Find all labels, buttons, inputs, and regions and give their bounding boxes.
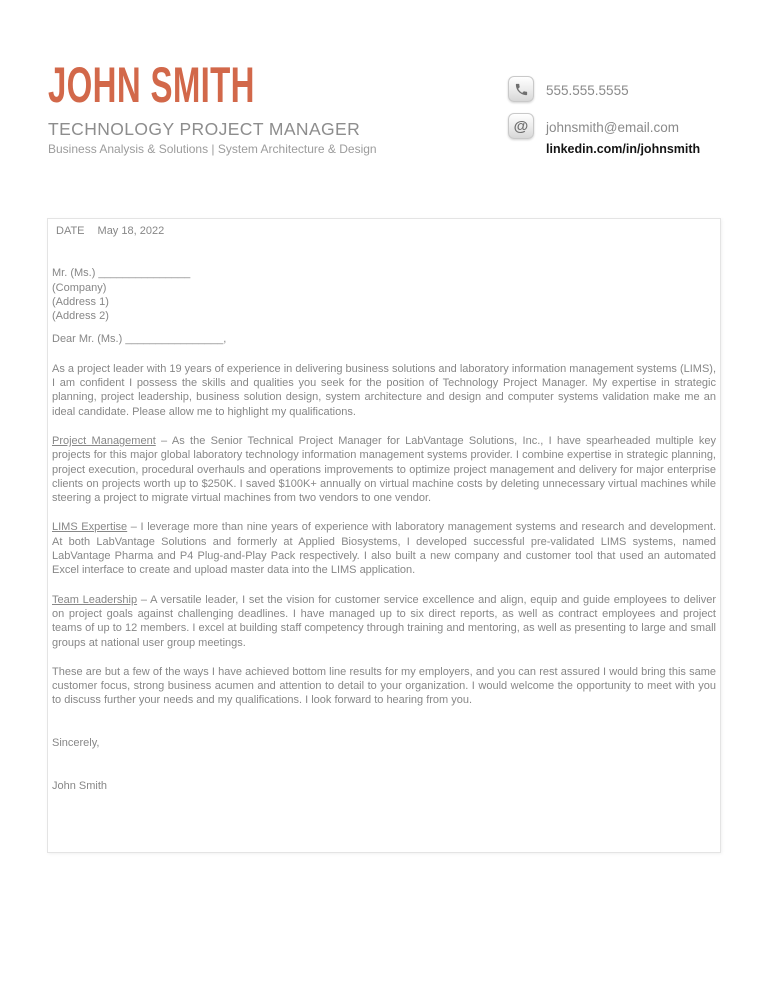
recipient-block xyxy=(52,266,716,323)
candidate-specialties: Business Analysis & Solutions | System Architecture & Design xyxy=(48,142,377,156)
signature-name: John Smith xyxy=(52,780,108,793)
paragraph-lead-lims-expertise: LIMS Expertise xyxy=(52,521,128,534)
closing-line: Sincerely, xyxy=(52,736,100,749)
candidate-job-title: TECHNOLOGY PROJECT MANAGER xyxy=(48,119,361,139)
phone-number: 555.555.5555 xyxy=(546,83,629,98)
cover-letter-body xyxy=(47,218,721,853)
email-address: johnsmith@email.com xyxy=(546,120,679,135)
paragraph-closing-pitch-text: These are but a few of the ways I have achieved bottom line results for my employers, and you can rest assured I would bring this same customer focus, strong business acumen and attention to detail to your organization. I would welcome the opportunity to meet with you to discuss further your needs and my qualifications. I look forward to hearing from you. xyxy=(52,665,716,707)
paragraph-project-management-text: – As the Senior Technical Project Manager for LabVantage Solutions, Inc., I have spearheaded multiple key projects for this major global laboratory technology information management systems provider. I combine expertise in strategic planning, project execution, procedural overhauls and operations improvements to optimize project management and delivery for major enterprise clients on projects worth up to $250K. I saved $100K+ annually on virtual machine costs by deleting unnecessary virtual machines while steering a project to migrate virtual machines from two vendors to one vendor. xyxy=(52,434,716,505)
paragraph-intro-text: As a project leader with 19 years of experience in delivering business solutions and laboratory information management systems (LIMS), I am confident I possess the skills and qualities you seek for the position of Technology Project Manager. My expertise in strategic planning, project leadership, business solution design, system architecture and design and computer systems validation make me an ideal candidate. Please allow me to highlight my qualifications. xyxy=(52,362,716,418)
date-row xyxy=(56,224,716,238)
recipient-address1-line: (Address 1) xyxy=(52,295,109,308)
salutation: Dear Mr. (Ms.) ________________, xyxy=(52,333,227,346)
paragraph-team-leadership xyxy=(52,593,716,650)
paragraph-intro xyxy=(52,362,716,419)
recipient-address2-line: (Address 2) xyxy=(52,310,109,323)
paragraph-lead-team-leadership: Team Leadership xyxy=(52,593,138,606)
paragraph-closing-pitch xyxy=(52,665,716,708)
paragraph-project-management xyxy=(52,434,716,505)
paragraph-lims-expertise xyxy=(52,520,716,577)
phone-icon xyxy=(508,76,534,102)
date-value: May 18, 2022 xyxy=(97,225,165,237)
linkedin-url: linkedin.com/in/johnsmith xyxy=(546,142,701,156)
candidate-name: JOHN SMITH xyxy=(48,57,255,113)
paragraph-lims-expertise-text: – I leverage more than nine years of experience with laboratory management systems and research and development. At both LabVantage Solutions and formerly at Applied Biosystems, I developed successful pre-validated LIMS systems, named LabVantage Pharma and P4 Plug-and-Play Pack respectively. I also built a new company and customer tool that used an automated Excel interface to create and upload master data into the LIMS application. xyxy=(52,521,716,577)
paragraph-lead-project-management: Project Management xyxy=(52,434,156,447)
at-icon: @ xyxy=(508,113,534,139)
recipient-company-line: (Company) xyxy=(52,281,107,294)
recipient-name-line: Mr. (Ms.) _______________ xyxy=(52,267,191,280)
paragraph-team-leadership-text: – A versatile leader, I set the vision for customer service excellence and align, equip and guide employees to deliver on project goals against challenging deadlines. I have managed up to six direct reports, as well as contract employees and project teams of up to 12 members. I excel at building staff competency through training and mentoring, as well as presenting to large and small groups at national user group meetings. xyxy=(52,593,716,649)
date-label: DATE xyxy=(56,225,85,237)
